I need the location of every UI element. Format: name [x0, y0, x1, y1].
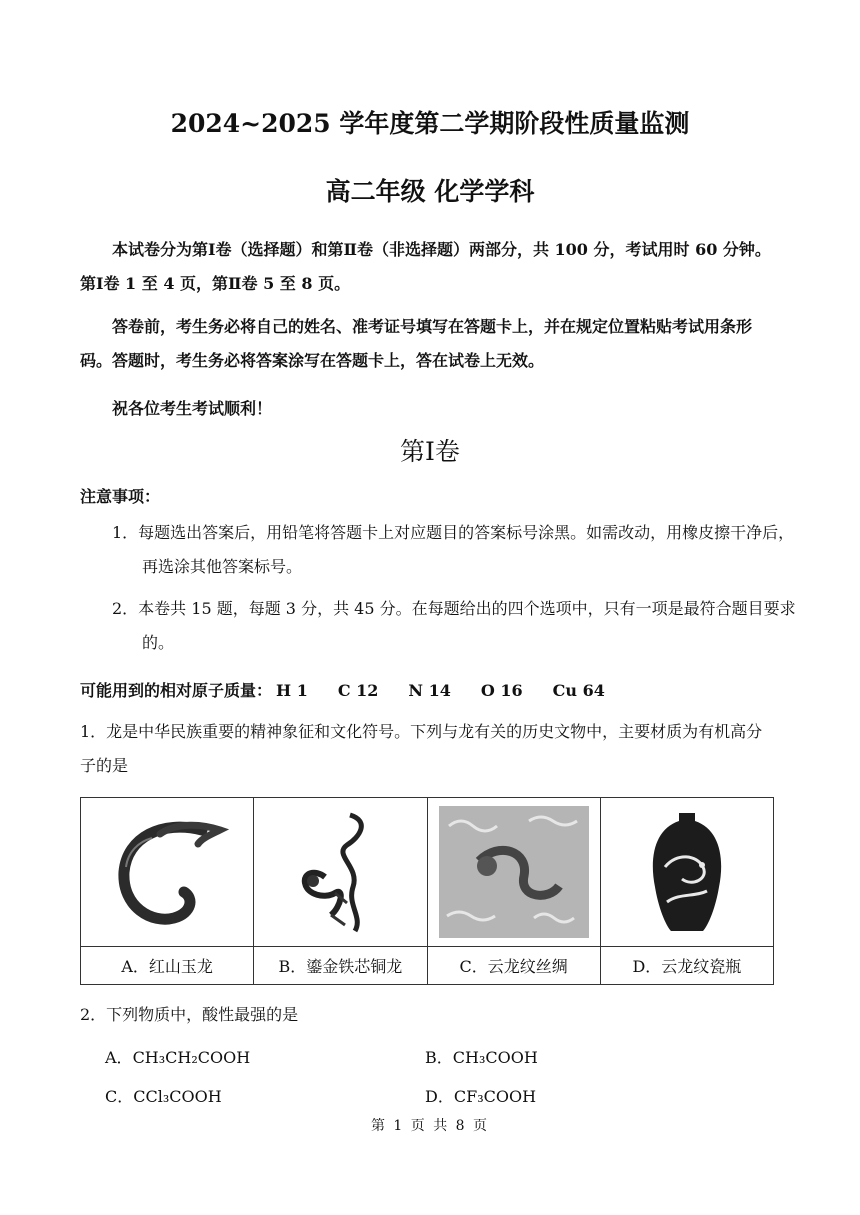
atomic-masses-label: 可能用到的相对原子质量： [80, 681, 273, 700]
note-item-1: 1．每题选出答案后，用铅笔将答题卡上对应题目的答案标号涂黑。如需改动，用橡皮擦干净后，再选涂其他答案标号。 [112, 523, 795, 576]
q1-option-b: B．鎏金铁芯铜龙 [254, 947, 427, 985]
atomic-masses [80, 678, 635, 701]
q1-option-c: C．云龙纹丝绸 [427, 947, 600, 985]
q2-option-a-label: A． [105, 1048, 133, 1067]
notes-heading: 注意事项： [80, 487, 161, 506]
intro-paragraph-2: 答卷前，考生务必将自己的姓名、准考证号填写在答题卡上，并在规定位置粘贴考试用条形码。答题时，考生务必将答案涂写在答题卡上，答在试卷上无效。 [80, 317, 753, 370]
jade-dragon-image [102, 812, 232, 932]
q2-option-b-formula: CH₃COOH [452, 1048, 538, 1067]
q2-option-c-label: C． [105, 1087, 134, 1106]
q1-stem: 1．龙是中华民族重要的精神象征和文化符号。下列与龙有关的历史文物中，主要材质为有机高分子的是 [80, 722, 763, 775]
q1-options-table [80, 797, 774, 985]
silk-dragon-image [439, 806, 589, 938]
q2-option-a-formula: CH₃CH₂COOH [132, 1048, 251, 1067]
porcelain-vase-image [637, 807, 737, 937]
atomic-mass-cu: Cu 64 [552, 681, 605, 700]
q2-option-c-formula: CCl₃COOH [133, 1087, 222, 1106]
q2-option-d-formula: CF₃COOH [453, 1087, 537, 1106]
q2-option-c [105, 1084, 222, 1107]
exam-subtitle: 高二年级 化学学科 [325, 177, 535, 206]
exam-title: 2024~2025 学年度第二学期阶段性质量监测 [170, 109, 690, 138]
intro-paragraph-3: 祝各位考生考试顺利！ [112, 399, 273, 418]
atomic-mass-n: N 14 [408, 681, 451, 700]
q2-stem: 2．下列物质中，酸性最强的是 [80, 1005, 299, 1024]
note-item-2: 2．本卷共 15 题，每题 3 分，共 45 分。在每题给出的四个选项中，只有一项是最符合题目要求的。 [112, 599, 796, 652]
section-title: 第Ⅰ卷 [400, 437, 460, 466]
atomic-mass-c: C 12 [337, 681, 379, 700]
q2-option-a [105, 1045, 250, 1068]
q1-image-a [81, 798, 254, 947]
q1-image-d [600, 798, 773, 947]
q2-option-b [425, 1045, 538, 1068]
page-footer: 第 1 页 共 8 页 [370, 1118, 490, 1134]
bronze-dragon-image [275, 807, 405, 937]
atomic-mass-h: H 1 [276, 681, 308, 700]
q2-option-b-label: B． [425, 1048, 453, 1067]
q1-image-c [427, 798, 600, 947]
q1-option-a: A．红山玉龙 [81, 947, 254, 985]
q1-image-b [254, 798, 427, 947]
q1-option-d: D．云龙纹瓷瓶 [600, 947, 773, 985]
q2-option-d-label: D． [425, 1087, 454, 1106]
intro-paragraph-1: 本试卷分为第Ⅰ卷（选择题）和第Ⅱ卷（非选择题）两部分，共 100 分，考试用时 60 分钟。第Ⅰ卷 1 至 4 页，第Ⅱ卷 5 至 8 页。 [80, 240, 771, 293]
q2-option-d [425, 1084, 536, 1107]
atomic-mass-o: O 16 [480, 681, 523, 700]
